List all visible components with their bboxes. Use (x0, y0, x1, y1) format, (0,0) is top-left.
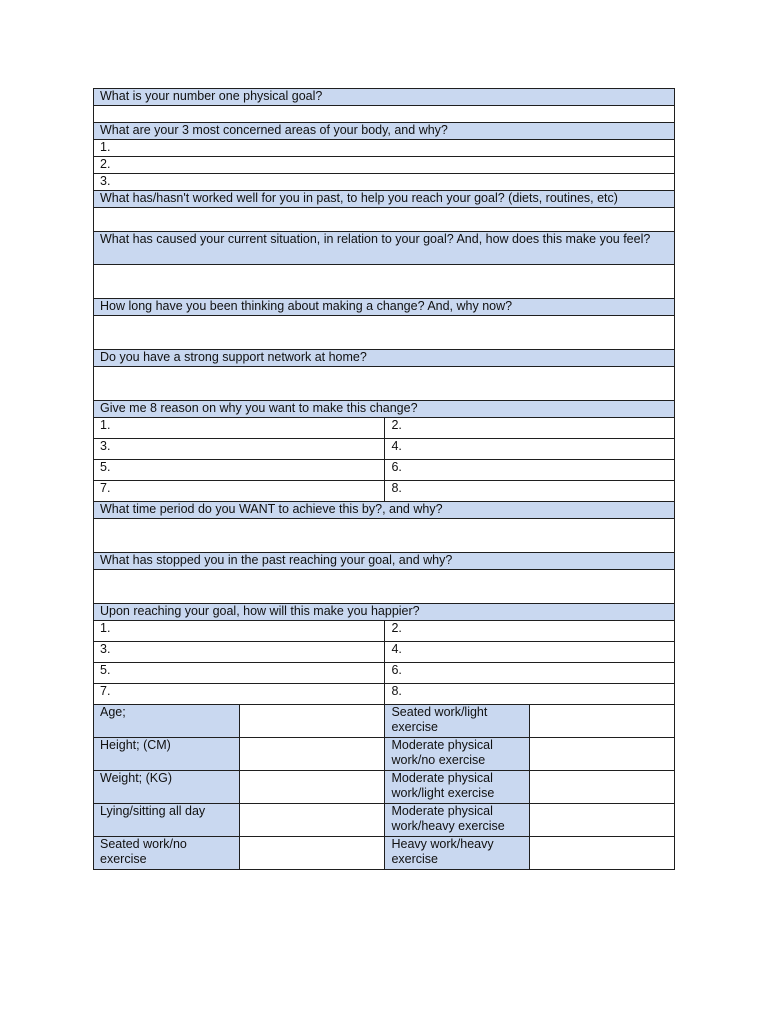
input-height[interactable] (240, 738, 385, 771)
question-stopped-past: What has stopped you in the past reaching your goal, and why? (94, 553, 675, 570)
question-worked-well: What has/hasn't worked well for you in past, to help you reach your goal? (diets, routines, etc) (94, 191, 675, 208)
question-happier: Upon reaching your goal, how will this make you happier? (94, 604, 675, 621)
label-height: Height; (CM) (94, 738, 240, 771)
happier-2[interactable]: 2. (385, 621, 675, 642)
answer-thinking-change[interactable] (94, 316, 675, 350)
happier-6[interactable]: 6. (385, 663, 675, 684)
happier-5[interactable]: 5. (94, 663, 385, 684)
questionnaire-table (93, 88, 675, 870)
happier-7[interactable]: 7. (94, 684, 385, 705)
reason-5[interactable]: 5. (94, 460, 385, 481)
input-moderate-no-exercise[interactable] (529, 738, 674, 771)
reason-7[interactable]: 7. (94, 481, 385, 502)
reason-8[interactable]: 8. (385, 481, 675, 502)
answer-support-network[interactable] (94, 367, 675, 401)
question-concerned-areas: What are your 3 most concerned areas of your body, and why? (94, 123, 675, 140)
label-moderate-heavy: Moderate physical work/heavy exercise (385, 804, 529, 837)
question-eight-reasons: Give me 8 reason on why you want to make this change? (94, 401, 675, 418)
input-age[interactable] (240, 705, 385, 738)
input-weight[interactable] (240, 771, 385, 804)
label-lying-sitting: Lying/sitting all day (94, 804, 240, 837)
input-seated-light[interactable] (529, 705, 674, 738)
question-current-situation: What has caused your current situation, in relation to your goal? And, how does this make you feel? (94, 232, 675, 265)
question-thinking-change: How long have you been thinking about making a change? And, why now? (94, 299, 675, 316)
input-heavy-heavy[interactable] (529, 837, 674, 870)
question-physical-goal: What is your number one physical goal? (94, 89, 675, 106)
input-moderate-light[interactable] (529, 771, 674, 804)
answer-physical-goal[interactable] (94, 106, 675, 123)
input-seated-no-exercise[interactable] (240, 837, 385, 870)
label-age: Age; (94, 705, 240, 738)
happier-1[interactable]: 1. (94, 621, 385, 642)
answer-concerned-area-2[interactable]: 2. (94, 157, 675, 174)
label-weight: Weight; (KG) (94, 771, 240, 804)
label-seated-light: Seated work/light exercise (385, 705, 529, 738)
reason-3[interactable]: 3. (94, 439, 385, 460)
answer-worked-well[interactable] (94, 208, 675, 232)
label-seated-no-exercise: Seated work/no exercise (94, 837, 240, 870)
question-time-period: What time period do you WANT to achieve this by?, and why? (94, 502, 675, 519)
reason-6[interactable]: 6. (385, 460, 675, 481)
answer-current-situation[interactable] (94, 265, 675, 299)
happier-3[interactable]: 3. (94, 642, 385, 663)
input-moderate-heavy[interactable] (529, 804, 674, 837)
label-heavy-heavy: Heavy work/heavy exercise (385, 837, 529, 870)
happier-4[interactable]: 4. (385, 642, 675, 663)
answer-stopped-past[interactable] (94, 570, 675, 604)
answer-concerned-area-3[interactable]: 3. (94, 174, 675, 191)
input-lying-sitting[interactable] (240, 804, 385, 837)
label-moderate-light: Moderate physical work/light exercise (385, 771, 529, 804)
label-moderate-no-exercise: Moderate physical work/no exercise (385, 738, 529, 771)
reason-4[interactable]: 4. (385, 439, 675, 460)
reason-2[interactable]: 2. (385, 418, 675, 439)
answer-concerned-area-1[interactable]: 1. (94, 140, 675, 157)
answer-time-period[interactable] (94, 519, 675, 553)
happier-8[interactable]: 8. (385, 684, 675, 705)
reason-1[interactable]: 1. (94, 418, 385, 439)
question-support-network: Do you have a strong support network at home? (94, 350, 675, 367)
